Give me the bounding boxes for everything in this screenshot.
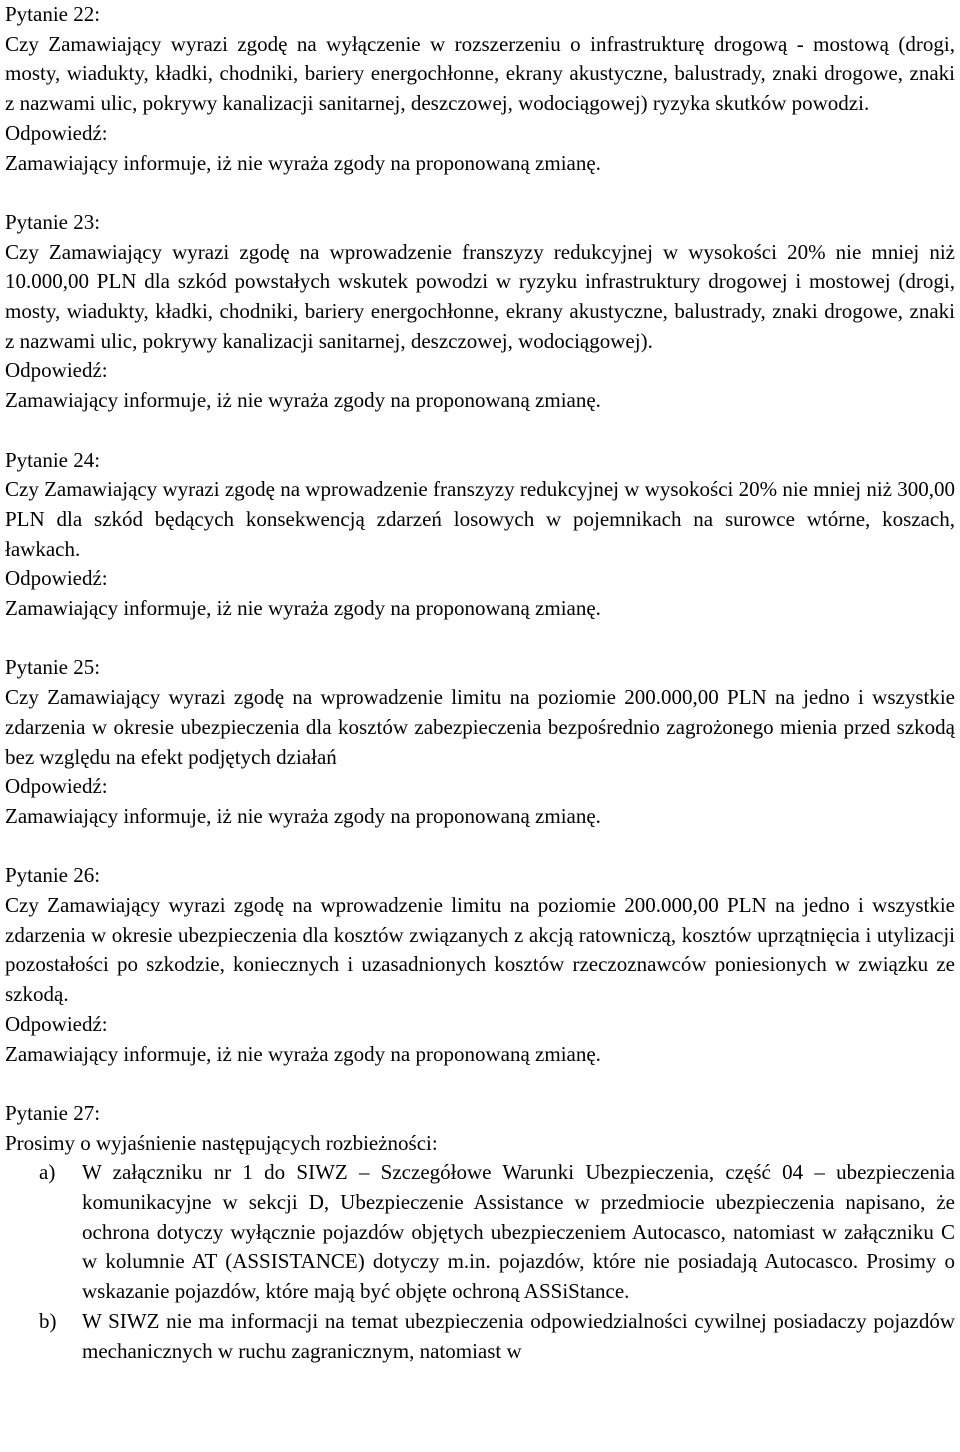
question-block-24	[5, 446, 955, 624]
answer-label: Odpowiedź:	[5, 120, 108, 145]
question-heading: Pytanie 25:	[5, 655, 101, 680]
list-item	[5, 1158, 955, 1307]
question-heading: Pytanie 22:	[5, 2, 101, 26]
discrepancy-list	[5, 1158, 955, 1366]
answer-label: Odpowiedź:	[5, 358, 108, 383]
answer-text: Zamawiający informuje, iż nie wyraża zgody na proponowaną zmianę.	[5, 150, 601, 175]
question-block-25	[5, 653, 955, 831]
question-intro: Prosimy o wyjaśnienie następujących rozbieżności:	[5, 1130, 438, 1155]
spacer	[5, 624, 955, 654]
question-text: Czy Zamawiający wyrazi zgodę na wprowadzenie franszyzy redukcyjnej w wysokości 20% nie mniej niż 300,00 PLN dla szkód będących konsekwencją zdarzeń losowych w pojemnikach na surowce wtórne, koszach, ławkach.	[5, 477, 955, 561]
question-text: Czy Zamawiający wyrazi zgodę na wprowadzenie limitu na poziomie 200.000,00 PLN na jedno i wszystkie zdarzenia w okresie ubezpieczenia dla kosztów związanych z akcją ratowniczą, kosztów uprzątnięcia i utylizacji pozostałości po szkodzie, koniecznych i uzasadnionych kosztów rzeczoznawców poniesionych w związku ze szkodą.	[5, 893, 955, 1007]
list-marker: b)	[39, 1308, 57, 1333]
question-heading: Pytanie 24:	[5, 447, 101, 472]
answer-label: Odpowiedź:	[5, 1011, 108, 1036]
question-text: Czy Zamawiający wyrazi zgodę na wprowadzenie franszyzy redukcyjnej w wysokości 20% nie mniej niż 10.000,00 PLN dla szkód powstałych wskutek powodzi w ryzyku infrastruktury drogowej i mostowej (drogi, mosty, wiadukty, kładki, chodniki, bariery energochłonne, ekrany akustyczne, balustrady, znaki drogowe, znaki z nazwami ulic, pokrywy kanalizacji sanitarnej, deszczowej, wodociągowej).	[5, 239, 955, 353]
question-heading: Pytanie 23:	[5, 209, 101, 234]
list-item	[5, 1307, 955, 1366]
question-heading: Pytanie 26:	[5, 863, 101, 888]
question-block-23	[5, 208, 955, 416]
spacer	[5, 178, 955, 208]
answer-text: Zamawiający informuje, iż nie wyraża zgody na proponowaną zmianę.	[5, 388, 601, 413]
question-text: Czy Zamawiający wyrazi zgodę na wprowadzenie limitu na poziomie 200.000,00 PLN na jedno i wszystkie zdarzenia w okresie ubezpieczenia dla kosztów zabezpieczenia bezpośrednio zagrożonego mienia przed szkodą bez względu na efekt podjętych działań	[5, 685, 955, 769]
list-item-text: W załączniku nr 1 do SIWZ – Szczegółowe Warunki Ubezpieczenia, część 04 – ubezpieczenia komunikacyjne w sekcji D, Ubezpieczenie Assistance w przedmiocie ubezpieczenia napisano, że ochrona dotyczy wyłącznie pojazdów objętych ubezpieczeniem Autocasco, natomiast w załączniku C w kolumnie AT (ASSISTANCE) dotyczy m.in. pojazdów, które nie posiadają Autocasco. Prosimy o wskazanie pojazdów, które mają być objęte ochroną ASSiStance.	[82, 1160, 955, 1304]
answer-text: Zamawiający informuje, iż nie wyraża zgody na proponowaną zmianę.	[5, 803, 601, 828]
document-page	[5, 0, 955, 1366]
list-item-text: W SIWZ nie ma informacji na temat ubezpieczenia odpowiedzialności cywilnej posiadaczy pojazdów mechanicznych w ruchu zagranicznym, natomiast w	[82, 1308, 955, 1363]
answer-label: Odpowiedź:	[5, 566, 108, 591]
spacer	[5, 1069, 955, 1099]
answer-text: Zamawiający informuje, iż nie wyraża zgody na proponowaną zmianę.	[5, 1041, 601, 1066]
answer-label: Odpowiedź:	[5, 774, 108, 799]
answer-text: Zamawiający informuje, iż nie wyraża zgody na proponowaną zmianę.	[5, 596, 601, 621]
question-text: Czy Zamawiający wyrazi zgodę na wyłączenie w rozszerzeniu o infrastrukturę drogową - mostową (drogi, mosty, wiadukty, kładki, chodniki, bariery energochłonne, ekrany akustyczne, balustrady, znaki drogowe, znaki z nazwami ulic, pokrywy kanalizacji sanitarnej, deszczowej, wodociągowej) ryzyka skutków powodzi.	[5, 31, 955, 116]
question-block-22	[5, 0, 955, 178]
question-block-27	[5, 1099, 955, 1366]
spacer	[5, 832, 955, 862]
question-block-26	[5, 861, 955, 1069]
question-heading: Pytanie 27:	[5, 1100, 101, 1125]
list-marker: a)	[39, 1160, 56, 1185]
spacer	[5, 416, 955, 446]
